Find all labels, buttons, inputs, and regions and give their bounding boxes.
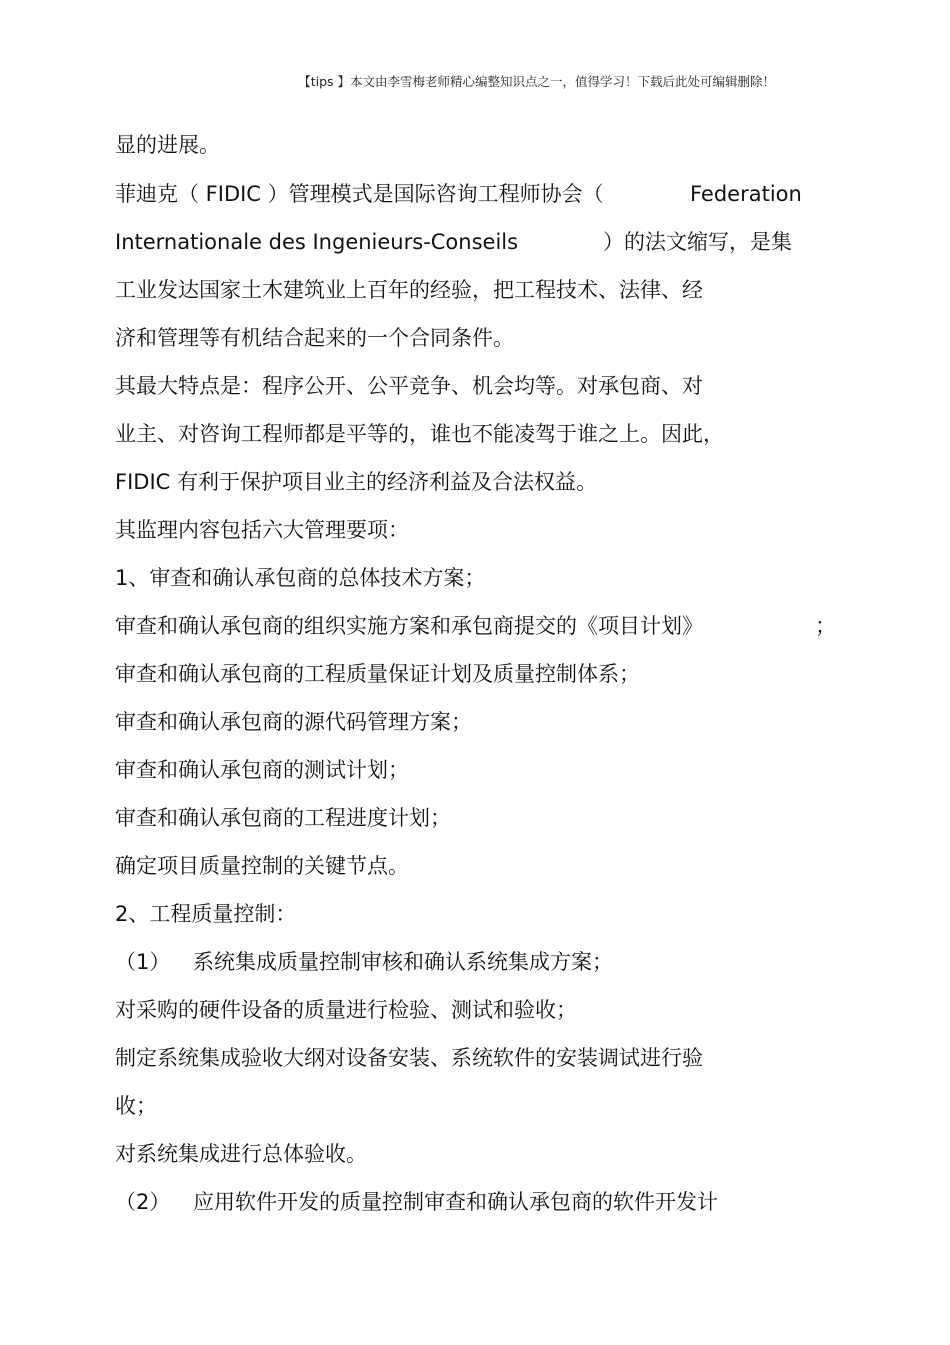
text-line: 其最大特点是：程序公开、公平竞争、机会均等。对承包商、对 [115,374,703,398]
text-line: 2、工程质量控制： [115,902,297,926]
header-note: 【tips 】本文由李雪梅老师精心编整知识点之一，值得学习！下载后此处可编辑删除！ [298,74,775,89]
text-line: 工业发达国家土木建筑业上百年的经验，把工程技术、法律、经 [115,278,703,302]
text-line [115,1188,815,1216]
text-segment: ； [815,614,836,638]
text-line: 审查和确认承包商的工程质量保证计划及质量控制体系； [115,662,640,686]
text-line: 1、审查和确认承包商的总体技术方案； [115,566,486,590]
text-line: 其监理内容包括六大管理要项： [115,518,409,542]
text-segment: 系统集成质量控制审核和确认系统集成方案； [193,950,613,974]
text-line: 业主、对咨询工程师都是平等的，谁也不能凌驾于谁之上。因此， [115,422,724,446]
text-segment: （1） [115,950,171,974]
text-line [115,180,815,208]
text-line: 审查和确认承包商的工程进度计划； [115,806,451,830]
text-line: 制定系统集成验收大纲对设备安装、系统软件的安装调试进行验 [115,1046,703,1070]
text-line: 收； [115,1094,157,1118]
text-segment: 审查和确认承包商的组织实施方案和承包商提交的《项目计划》 [115,614,703,638]
text-segment: ）的法文缩写，是集 [603,230,792,254]
text-line [115,612,835,640]
text-line: 确定项目质量控制的关键节点。 [115,854,409,878]
text-segment: （2） [115,1190,171,1214]
text-line: 济和管理等有机结合起来的一个合同条件。 [115,326,514,350]
text-line: 显的进展。 [115,133,220,157]
text-segment: 应用软件开发的质量控制审查和确认承包商的软件开发计 [193,1190,718,1214]
text-line [115,228,815,256]
text-line: 审查和确认承包商的源代码管理方案； [115,710,472,734]
text-line: 对系统集成进行总体验收。 [115,1142,367,1166]
text-line [115,948,815,976]
text-segment: Internationale des Ingenieurs-Conseils [115,230,519,254]
text-segment: Federation [690,182,802,206]
text-line: 对采购的硬件设备的质量进行检验、测试和验收； [115,998,577,1022]
text-segment: 菲迪克（ FIDIC ）管理模式是国际咨询工程师协会（ [115,182,604,206]
text-line: 审查和确认承包商的测试计划； [115,758,409,782]
text-line: FIDIC 有利于保护项目业主的经济利益及合法权益。 [115,470,597,494]
